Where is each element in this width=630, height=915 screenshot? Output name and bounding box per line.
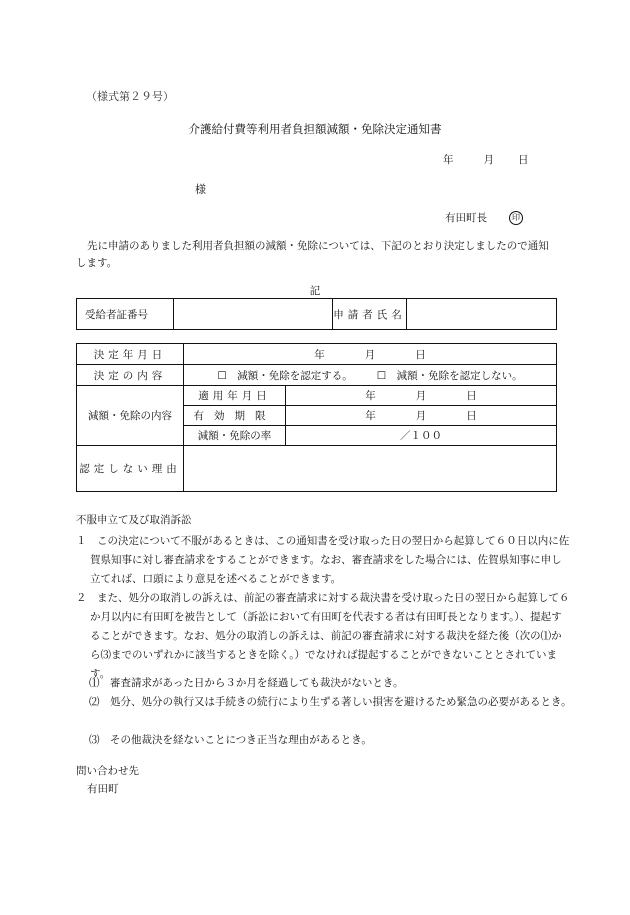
form-number: （様式第２９号） <box>86 90 174 103</box>
date-year: 年 <box>443 154 454 166</box>
decision-date-value[interactable]: 年 月 日 <box>184 344 557 365</box>
approve-option[interactable]: ☐ 減額・免除を認定する。 <box>217 369 353 382</box>
appeal-p1-number: １ <box>76 535 87 547</box>
reason-field[interactable] <box>184 446 557 492</box>
appeal-paragraph-2 <box>76 589 570 684</box>
decision-table <box>76 343 557 492</box>
appeal-item-2: ⑵ 処分、処分の執行又は手続きの続行により生ずる著しい損害を避けるため緊急の必要があるとき。 <box>89 696 572 708</box>
deny-option[interactable]: ☐ 減額・免除を認定しない。 <box>376 369 523 382</box>
issuer <box>445 210 523 225</box>
appeal-p2-number: ２ <box>76 592 87 604</box>
intro-text: 先に申請のありました利用者負担額の減額・免除については、下記のとおり決定しましたので通知します。 <box>76 240 549 269</box>
valid-period-value[interactable]: 年 月 日 <box>286 406 557 426</box>
recipient-no-label: 受給者証番号 <box>77 299 174 330</box>
reduction-label: 減額・免除の内容 <box>77 386 184 446</box>
appeal-item-3: ⑶ その他裁決を経ないことにつき正当な理由があるとき。 <box>89 734 372 746</box>
valid-period-label: 有効期限 <box>184 406 286 426</box>
recipient-no-field[interactable] <box>174 299 333 330</box>
date-day: 日 <box>518 154 529 166</box>
decision-date-label: 決定年月日 <box>77 344 184 365</box>
inquiry-label: 問い合わせ先 <box>76 765 139 777</box>
reason-label: 認定しない理由 <box>77 446 184 492</box>
applicant-name-label: 申請者氏名 <box>333 299 407 330</box>
apply-date-value[interactable]: 年 月 日 <box>286 386 557 406</box>
issuer-name: 有田町長 <box>445 212 487 224</box>
rate-label: 減額・免除の率 <box>184 426 286 446</box>
addressee-suffix: 様 <box>195 183 206 196</box>
decision-content-options <box>184 365 557 386</box>
apply-date-label: 適用年月日 <box>184 386 286 406</box>
date-month: 月 <box>483 154 494 166</box>
appeal-heading: 不服申立て及び取消訴訟 <box>76 514 192 526</box>
seal-icon: 印 <box>509 211 523 225</box>
inquiry-org: 有田町 <box>87 783 119 795</box>
ki-heading: 記 <box>309 285 321 297</box>
applicant-name-field[interactable] <box>407 299 557 330</box>
document-title: 介護給付費等利用者負担額減額・免除決定通知書 <box>188 122 442 136</box>
appeal-item-1: ⑴ 審査請求があった日から３か月を経過しても裁決がないとき。 <box>89 677 404 689</box>
decision-content-label: 決定の内容 <box>77 365 184 386</box>
appeal-paragraph-1 <box>76 532 570 589</box>
applicant-table <box>76 298 557 330</box>
rate-value[interactable]: ／１００ <box>286 426 557 446</box>
appeal-p2-text: また、処分の取消しの訴えは、前記の審査請求に対する裁決書を受け取った日の翌日から起算して６か月以内に有田町を被告として（訴訟において有田町を代表する者は有田町長となります。）、提起することができます。なお、処分の取消しの訴えは、前記の審査請求に対する裁決を経た後（次の⑴から⑶までのいずれかに該当するときを除く。）でなければ提起することができないこととされています。 <box>90 592 570 680</box>
issue-date <box>443 152 529 167</box>
appeal-p1-text: この決定について不服があるときは、この通知書を受け取った日の翌日から起算して６０日以内に佐賀県知事に対し審査請求をすることができます。なお、審査請求をした場合には、佐賀県知事に申し立てれば、口頭により意見を述べることができます。 <box>90 535 570 585</box>
